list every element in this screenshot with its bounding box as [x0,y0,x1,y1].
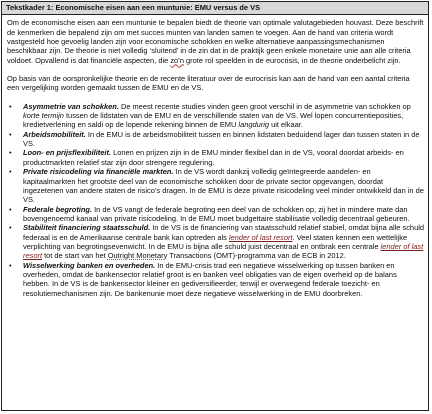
intro-paragraph-2: Op basis van de oorspronkelijke theorie en de recente literatuur over de eurocrisis kan aan de hand van een aantal criteria een vergelijking worden gemaakt tussen de EMU en de VS. [7,74,410,93]
list-item: • Loon- en prijsflexibiliteit. Lonen en prijzen zijn in de EMU minder flexibel dan in de VS, vooral doordat arbeids- en productmarkten relatief star zijn door strengere regulering. [9,148,404,167]
box-content [2,15,428,298]
list-item: • Asymmetrie van schokken. De meest recente studies vinden geen groot verschil in de asymmetrie van schokken op korte termijn tussen de lidstaten van de EMU en de verschillende staten van de VS. Wel lopen concurrentieposities, kredietverlening en saldi op de lopende rekening binnen de EMU langdurig uit elkaar. [9,101,411,130]
criteria-list [7,102,424,298]
list-item: • Stabiliteit financiering staatsschuld. In de VS is de financiering van staatsschuld relatief stabiel, omdat bijna alle schuld federaal is en de Amerikaanse centrale bank kan optreden als lender of last resort. Veel staten kennen een wettelijke verplichting van begrotingsevenwicht. In de EMU is bijna alle schuld juist decentraal en ontbrak een centrale lender of last resort tot de start van het Outright Monetary Transactions (OMT)-programma van de ECB in 2012. [9,223,424,261]
box-title: Tekstkader 1: Economische eisen aan een muntunie: EMU versus de VS [2,2,428,15]
list-item: • Wisselwerking banken en overheden. In de EMU-crisis trad een negatieve wisselwerking op tussen banken en overheden, omdat de bankensector relatief groot is en banken veel obligaties van de eigen overheid op de balans hebben. In de VS is de bankensector kleiner en gediversifieerder, terwijl er overwegend federale toezicht- en resolutiemechanismen zijn. De bankenunie moet deze negatieve wisselwerking in de EMU doorbreken. [9,260,397,298]
omt-term: Outright Monetary [107,251,168,261]
bullet-icon: • [9,204,12,214]
intro-paragraph-1: Om de economische eisen aan een muntunie te bepalen biedt de theorie van optimale valutagebieden houvast. Deze beschrift de kenmerken die bepalend zijn om met succes munten van landen samen te voegen. Aan de hand van criteria wordt vastgesteld hoe gevoelig landen zijn voor economische schokken en welke alternatieve aanpassingsmechanismen beschikbaar zijn. De theorie is niet volledig ‘sluitend’ in de zin dat in de praktijk geen enkele monetaire unie aan alle criteria voldoet. Opvallend is dat financiële aspecten, die zo’n grote rol speelden in de eurocrisis, in de theorie onderbelicht zijn. [7,18,424,65]
lender-of-last-resort-term: lender of last resort [23,241,424,261]
text-box [1,1,429,411]
bullet-icon: • [9,129,12,139]
bullet-icon: • [9,148,12,158]
lender-of-last-resort-term: lender of last resort [228,232,293,242]
list-item: • Arbeidsmobiliteit. In de EMU is de arbeidsmobiliteit tussen en binnen lidstaten beduidend lager dan tussen staten in de VS. [9,129,420,149]
bullet-icon: • [9,223,12,233]
list-item: • Private risicodeling via financiële markten. In de VS wordt dankzij volledig geïntegreerde aandelen- en kapitaalmarkten het grootste deel van de economische schokken door de private sector opgevangen, doordat ingezetenen van andere staten de risico’s dragen. In de EMU is deze private risicodeling veel minder ontwikkeld dan in de VS. [9,167,424,205]
bullet-icon: • [9,260,12,270]
bullet-icon: • [9,101,12,111]
zon-word: zo’n [170,55,184,65]
list-item: • Federale begroting. In de VS vangt de federale begroting een deel van de schokken op, zij het in mindere mate dan bovengenoemd kanaal van private risicodeling. In de EMU moet budgettaire stabilisatie volledig decentraal gebeuren. [9,204,410,223]
bullet-icon: • [9,167,12,177]
